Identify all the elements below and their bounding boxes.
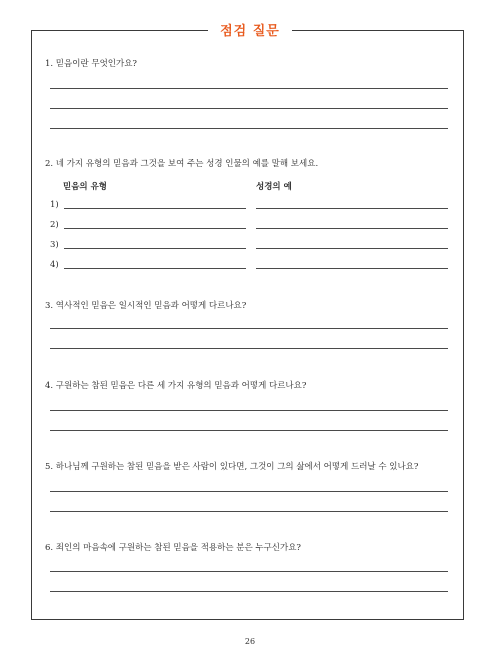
answer-line[interactable] xyxy=(50,410,448,411)
question-2: 2. 네 가지 유형의 믿음과 그것을 보여 주는 성경 인물의 예를 말해 보세요. xyxy=(45,159,319,169)
question-5: 5. 하나님께 구원하는 참된 믿음을 받은 사람이 있다면, 그것이 그의 삶에서 어떻게 드러날 수 있나요? xyxy=(45,462,419,472)
row-number: 4) xyxy=(50,260,59,270)
answer-line[interactable] xyxy=(50,328,448,329)
question-4: 4. 구원하는 참된 믿음은 다른 세 가지 유형의 믿음과 어떻게 다르나요? xyxy=(45,381,307,391)
answer-line[interactable] xyxy=(50,430,448,431)
faith-type-line[interactable] xyxy=(64,248,246,249)
page-title: 점검 질문 xyxy=(220,24,280,39)
answer-line[interactable] xyxy=(50,571,448,572)
answer-line[interactable] xyxy=(50,491,448,492)
bible-example-line[interactable] xyxy=(256,228,448,229)
page-number: 26 xyxy=(244,637,256,646)
column-header-bible-example: 성경의 예 xyxy=(256,182,292,192)
page-frame xyxy=(31,30,464,620)
answer-line[interactable] xyxy=(50,108,448,109)
question-3: 3. 역사적인 믿음은 일시적인 믿음과 어떻게 다르나요? xyxy=(45,301,247,311)
row-number: 1) xyxy=(50,200,59,210)
answer-line[interactable] xyxy=(50,88,448,89)
row-number: 2) xyxy=(50,220,59,230)
answer-line[interactable] xyxy=(50,591,448,592)
answer-line[interactable] xyxy=(50,128,448,129)
bible-example-line[interactable] xyxy=(256,248,448,249)
bible-example-line[interactable] xyxy=(256,268,448,269)
question-1: 1. 믿음이란 무엇인가요? xyxy=(45,59,137,69)
column-header-faith-type: 믿음의 유형 xyxy=(63,182,108,192)
faith-type-line[interactable] xyxy=(64,208,246,209)
answer-line[interactable] xyxy=(50,511,448,512)
answer-line[interactable] xyxy=(50,348,448,349)
faith-type-line[interactable] xyxy=(64,268,246,269)
faith-type-line[interactable] xyxy=(64,228,246,229)
bible-example-line[interactable] xyxy=(256,208,448,209)
question-6: 6. 죄인의 마음속에 구원하는 참된 믿음을 적용하는 분은 누구신가요? xyxy=(45,543,301,553)
row-number: 3) xyxy=(50,240,59,250)
